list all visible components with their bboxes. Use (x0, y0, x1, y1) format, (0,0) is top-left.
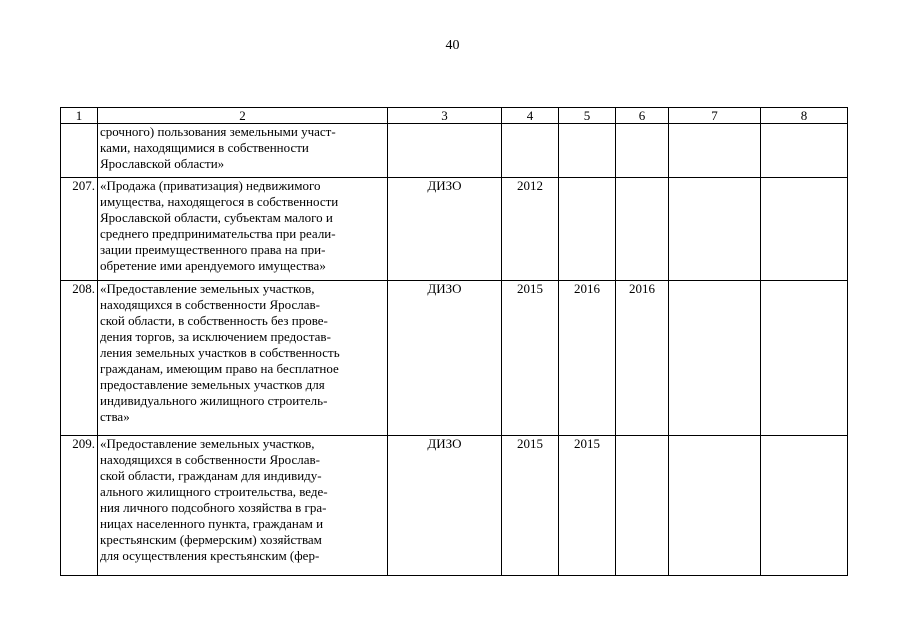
cell-column-7 (669, 281, 761, 436)
description-line: ального жилищного строительства, веде- (100, 484, 328, 499)
table-row (61, 124, 848, 178)
data-table (60, 107, 848, 576)
description-line: находящихся в собственности Ярослав- (100, 297, 320, 312)
description-line: ния личного подсобного хозяйства в гра- (100, 500, 327, 515)
table-row (61, 436, 848, 576)
row-number-cell: 207. (61, 178, 98, 281)
header-cell-3: 3 (388, 108, 502, 124)
table-row (61, 281, 848, 436)
page-number: 40 (445, 38, 460, 53)
description-cell (98, 436, 388, 576)
description-line: предоставление земельных участков для (100, 377, 325, 392)
description-line: Ярославской области» (100, 156, 225, 171)
cell-column-4: 2015 (502, 436, 559, 576)
description-line: ства» (100, 409, 130, 424)
cell-column-5: 2015 (559, 436, 616, 576)
row-number-cell (61, 124, 98, 178)
cell-column-6 (616, 178, 669, 281)
description-line: срочного) пользования земельными участ- (100, 124, 336, 139)
row-number-cell: 209. (61, 436, 98, 576)
description-line: ления земельных участков в собственность (100, 345, 340, 360)
description-line: для осуществления крестьянским (фер- (100, 548, 320, 563)
description-line: Ярославской области, субъектам малого и (100, 210, 333, 225)
description-cell (98, 178, 388, 281)
cell-column-8 (761, 281, 848, 436)
table-header-row (61, 108, 848, 124)
description-line: крестьянским (фермерским) хозяйствам (100, 532, 322, 547)
cell-column-3 (388, 124, 502, 178)
cell-column-7 (669, 436, 761, 576)
cell-column-6 (616, 124, 669, 178)
row-number-cell: 208. (61, 281, 98, 436)
description-line: ницах населенного пункта, гражданам и (100, 516, 324, 531)
header-cell-4: 4 (502, 108, 559, 124)
description-line: имущества, находящегося в собственности (100, 194, 339, 209)
cell-column-4: 2012 (502, 178, 559, 281)
cell-column-6: 2016 (616, 281, 669, 436)
header-cell-2: 2 (98, 108, 388, 124)
description-line: ской области, в собственность без прове- (100, 313, 328, 328)
cell-column-5 (559, 178, 616, 281)
description-line: «Предоставление земельных участков, (100, 281, 315, 296)
description-cell (98, 281, 388, 436)
description-line: среднего предпринимательства при реали- (100, 226, 336, 241)
description-line: «Предоставление земельных участков, (100, 436, 315, 451)
description-line: зации преимущественного права на при- (100, 242, 326, 257)
cell-column-6 (616, 436, 669, 576)
cell-column-4 (502, 124, 559, 178)
description-cell (98, 124, 388, 178)
description-line: ской области, гражданам для индивиду- (100, 468, 322, 483)
cell-column-8 (761, 436, 848, 576)
description-line: находящихся в собственности Ярослав- (100, 452, 320, 467)
header-cell-5: 5 (559, 108, 616, 124)
cell-column-3: ДИЗО (388, 178, 502, 281)
description-line: индивидуального жилищного строитель- (100, 393, 328, 408)
cell-column-5: 2016 (559, 281, 616, 436)
cell-column-7 (669, 124, 761, 178)
cell-column-7 (669, 178, 761, 281)
description-line: «Продажа (приватизация) недвижимого (100, 178, 321, 193)
cell-column-3: ДИЗО (388, 436, 502, 576)
cell-column-5 (559, 124, 616, 178)
header-cell-7: 7 (669, 108, 761, 124)
header-cell-6: 6 (616, 108, 669, 124)
table-row (61, 178, 848, 281)
description-line: обретение ими арендуемого имущества» (100, 258, 326, 273)
header-cell-1: 1 (61, 108, 98, 124)
cell-column-3: ДИЗО (388, 281, 502, 436)
header-cell-8: 8 (761, 108, 848, 124)
description-line: дения торгов, за исключением предостав- (100, 329, 331, 344)
description-line: гражданам, имеющим право на бесплатное (100, 361, 339, 376)
description-line: ками, находящимися в собственности (100, 140, 309, 155)
cell-column-4: 2015 (502, 281, 559, 436)
cell-column-8 (761, 124, 848, 178)
cell-column-8 (761, 178, 848, 281)
